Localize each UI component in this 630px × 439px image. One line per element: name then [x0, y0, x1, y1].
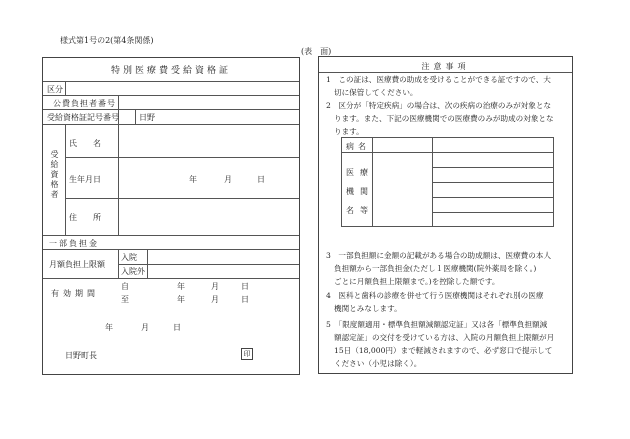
- medical-label: 名等: [346, 206, 374, 215]
- category-label: 区分: [47, 85, 63, 94]
- divider: [432, 212, 553, 213]
- note-item-3: [326, 249, 568, 288]
- note-line: 負担額から一部負担金(ただし１医療機関(院外薬局を除く。): [334, 264, 537, 273]
- outpatient-label: 入院外: [121, 267, 145, 276]
- divider: [135, 109, 136, 124]
- to-year: 年: [177, 295, 185, 304]
- disease-table: [341, 137, 554, 227]
- divider: [432, 167, 553, 168]
- divider: [43, 81, 299, 82]
- validity-label: 有効期間: [51, 289, 99, 298]
- copay-label: 一部負担金: [49, 239, 99, 248]
- from-day: 日: [241, 282, 249, 291]
- note-line: 1 この証は、医療費の助成を受けることができる証ですので、大: [326, 75, 551, 84]
- birthdate-label: 生年月日: [69, 175, 101, 184]
- divider: [43, 249, 299, 250]
- divider: [65, 81, 66, 95]
- address-label: 住 所: [69, 213, 101, 222]
- birth-year: 年: [189, 175, 197, 184]
- divider: [43, 278, 299, 279]
- disease-label: 病名: [346, 142, 370, 151]
- issuer-name: 日野町長: [65, 351, 97, 360]
- note-line: 2 区分が「特定疾病」の場合は、次の疾病の治療のみが対象とな: [326, 101, 552, 110]
- recipient-number-label: 受給資格証記号番号: [47, 113, 119, 122]
- eligible-person-label: 受給資格者: [50, 150, 59, 200]
- note-item-4: [326, 289, 568, 315]
- medical-label: 機関: [346, 187, 374, 196]
- form-number: 様式第1号の2(第4条関係): [60, 36, 154, 45]
- birth-month: 月: [224, 175, 232, 184]
- divider: [43, 235, 299, 236]
- divider: [118, 264, 299, 265]
- note-line: 3 一部負担額に金額の記載がある場合の助成額は、医療費の本人: [326, 251, 552, 260]
- divider: [432, 138, 433, 226]
- notes-panel: [318, 56, 573, 374]
- payer-number-label: 公費負担者番号: [53, 99, 116, 108]
- note-line: ります。また、下記の医療機関での医療費のみが助成の対象とな: [334, 114, 554, 123]
- certificate-card: [42, 57, 300, 375]
- divider: [65, 198, 299, 199]
- note-line: 15日（18,000円）まで軽減されますので、必ず窓口で提示して: [334, 346, 553, 355]
- issue-year: 年: [105, 323, 113, 332]
- side-label: (表 面): [301, 47, 332, 56]
- birth-day: 日: [257, 175, 265, 184]
- from-year: 年: [177, 282, 185, 291]
- name-label: 氏 名: [69, 139, 101, 148]
- divider: [147, 249, 148, 278]
- to-label: 至: [121, 295, 129, 304]
- note-line: 5 「限度額適用・標準負担額減額認定証」又は各「標準負担額減: [326, 320, 548, 329]
- divider: [43, 124, 299, 125]
- note-item-2: [326, 99, 568, 138]
- divider: [432, 182, 553, 183]
- note-item-1: [326, 73, 568, 99]
- divider: [43, 95, 299, 96]
- note-line: ください（小児は除く）。: [334, 359, 422, 368]
- to-day: 日: [241, 295, 249, 304]
- divider: [432, 197, 553, 198]
- note-line: 切に保管してください。: [334, 88, 418, 97]
- to-month: 月: [211, 295, 219, 304]
- from-month: 月: [211, 282, 219, 291]
- note-line: 4 医科と歯科の診療を併せて行う医療機関はそれぞれ別の医療: [326, 291, 544, 300]
- note-line: 額認定証」の交付を受けている方は、入院の月額負担上限額が月: [334, 333, 555, 342]
- divider: [65, 157, 299, 158]
- card-title: 特別医療費受給資格証: [110, 66, 231, 76]
- note-line: ります。: [334, 127, 364, 136]
- recipient-prefix: 日野: [139, 113, 155, 122]
- divider: [342, 152, 553, 153]
- from-label: 自: [121, 282, 129, 291]
- inpatient-label: 入院: [121, 253, 137, 262]
- divider: [43, 109, 299, 110]
- issue-day: 日: [173, 323, 181, 332]
- note-line: ごとに月額負担上限額まで。)を控除した額です。: [334, 277, 500, 286]
- note-line: 機関とみなします。: [334, 304, 402, 313]
- notes-title: 注意事項: [421, 62, 470, 71]
- seal-stamp: 印: [241, 348, 253, 360]
- monthly-limit-label: 月額負担上限額: [49, 260, 105, 269]
- divider: [118, 249, 119, 278]
- note-item-5: [326, 318, 568, 370]
- divider: [65, 124, 66, 235]
- issue-month: 月: [141, 323, 149, 332]
- medical-label: 医療: [346, 168, 374, 177]
